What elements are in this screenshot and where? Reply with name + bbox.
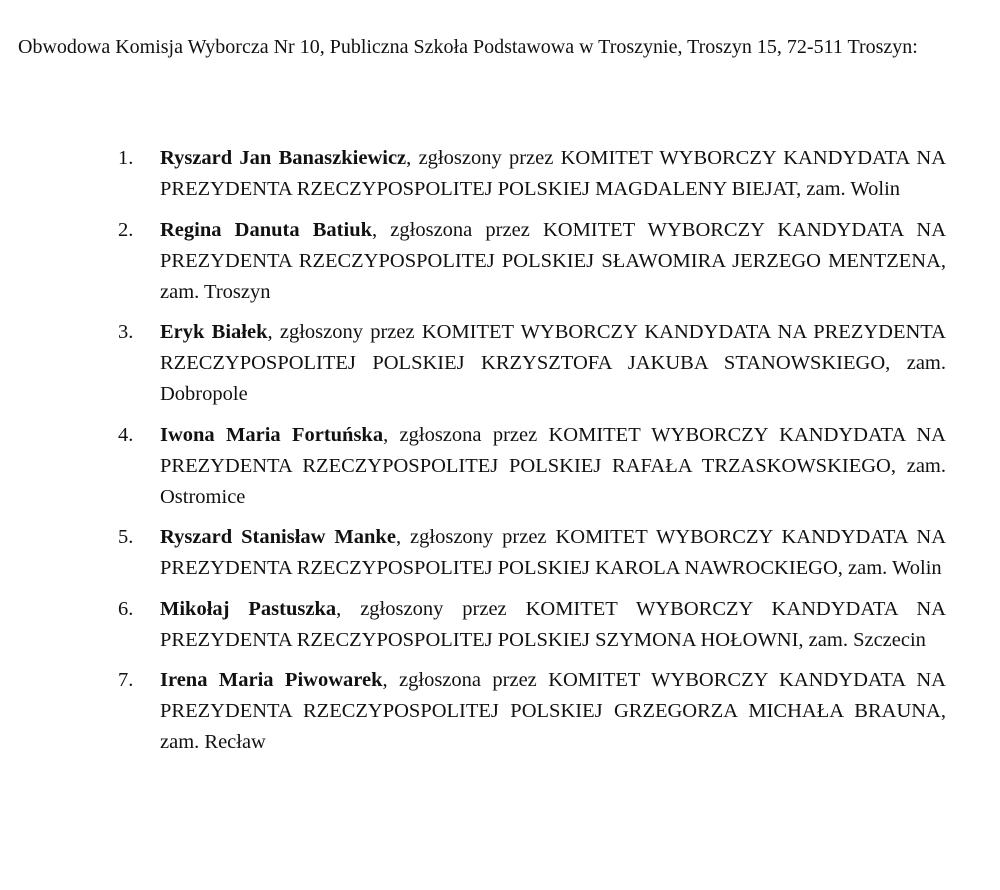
candidate-name: Regina Danuta Batiuk: [160, 218, 373, 241]
list-item: [118, 420, 946, 513]
candidate-name: Eryk Białek: [160, 321, 268, 343]
candidate-details: , zgłoszony przez KOMITET WYBORCZY KANDYDATA NA PREZYDENTA RZECZYPOSPOLITEJ POLSKIEJ KAROLA NAWROCKIEGO, zam. Wolin: [160, 526, 946, 579]
candidate-name: Iwona Maria Fortuńska: [160, 423, 384, 446]
item-number: 5.: [118, 526, 134, 548]
candidate-name: Irena Maria Piwowarek: [160, 669, 383, 691]
candidate-name: Ryszard Jan Banaszkiewicz: [160, 147, 407, 169]
list-item: [118, 143, 946, 205]
item-number: 1.: [118, 147, 134, 169]
list-item: [118, 665, 946, 758]
candidate-details: , zgłoszony przez KOMITET WYBORCZY KANDYDATA NA PREZYDENTA RZECZYPOSPOLITEJ POLSKIEJ SZYMONA HOŁOWNI, zam. Szczecin: [160, 597, 946, 651]
item-number: 6.: [118, 597, 134, 620]
commission-header: Obwodowa Komisja Wyborcza Nr 10, Publiczna Szkoła Podstawowa w Troszynie, Troszyn 15, 72-511 Troszyn:: [18, 36, 918, 58]
item-number: 4.: [118, 423, 134, 446]
candidate-name: Ryszard Stanisław Manke: [160, 526, 396, 548]
list-item: [118, 215, 946, 308]
item-number: 3.: [118, 321, 134, 343]
list-item: [118, 522, 946, 584]
candidate-details: , zgłoszona przez KOMITET WYBORCZY KANDYDATA NA PREZYDENTA RZECZYPOSPOLITEJ POLSKIEJ GRZEGORZA MICHAŁA BRAUNA, zam. Recław: [160, 669, 946, 753]
list-item: [118, 317, 946, 410]
candidate-details: , zgłoszona przez KOMITET WYBORCZY KANDYDATA NA PREZYDENTA RZECZYPOSPOLITEJ POLSKIEJ RAFAŁA TRZASKOWSKIEGO, zam. Ostromice: [160, 423, 946, 508]
candidate-details: , zgłoszony przez KOMITET WYBORCZY KANDYDATA NA PREZYDENTA RZECZYPOSPOLITEJ POLSKIEJ KRZYSZTOFA JAKUBA STANOWSKIEGO, zam. Dobropole: [160, 321, 946, 405]
candidate-list: [0, 143, 946, 768]
candidate-details: , zgłoszona przez KOMITET WYBORCZY KANDYDATA NA PREZYDENTA RZECZYPOSPOLITEJ POLSKIEJ SŁAWOMIRA JERZEGO MENTZENA, zam. Troszyn: [160, 218, 946, 303]
candidate-details: , zgłoszony przez KOMITET WYBORCZY KANDYDATA NA PREZYDENTA RZECZYPOSPOLITEJ POLSKIEJ MAGDALENY BIEJAT, zam. Wolin: [160, 147, 946, 200]
item-number: 7.: [118, 669, 134, 691]
item-number: 2.: [118, 218, 134, 241]
candidate-name: Mikołaj Pastuszka: [160, 597, 337, 620]
list-item: [118, 594, 946, 656]
